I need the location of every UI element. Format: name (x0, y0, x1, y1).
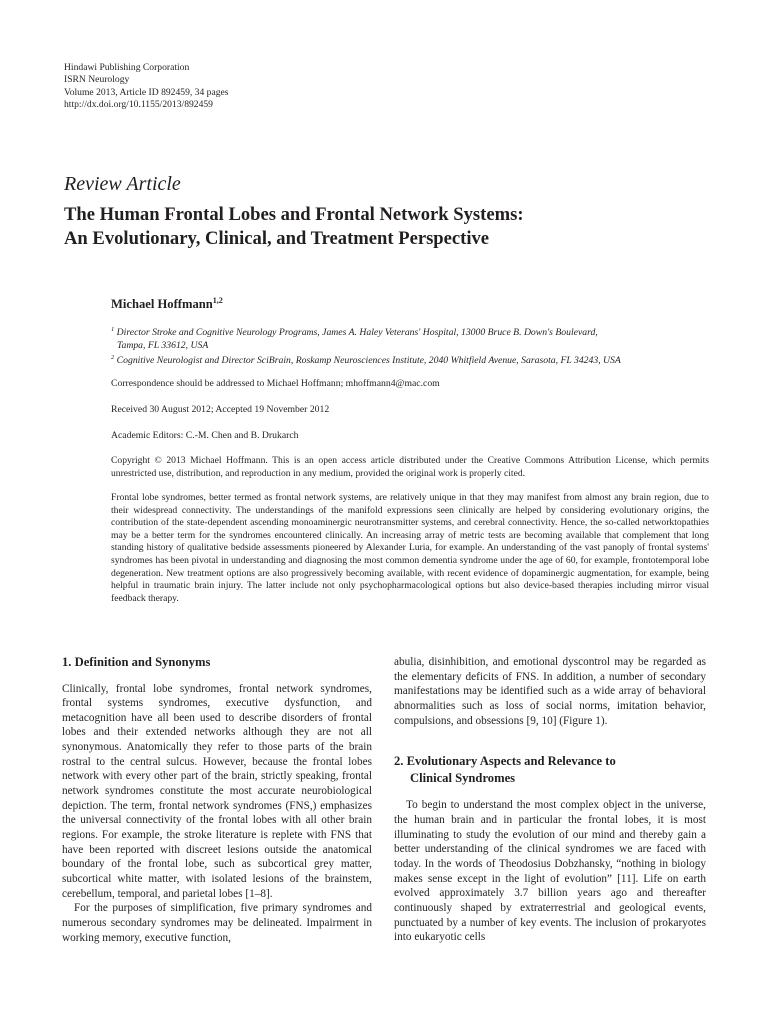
section-1-paragraph-1: Clinically, frontal lobe syndromes, frontal network syndromes, frontal systems syndromes, executive dysfunction, and metacognition have all been used to describe disorders of frontal lobes and their extended networks although they are not all synonymous. Anatomically they refer to those parts of the brain rostral to the central sulcus. However, because the frontal lobes network with every other part of the brain, strictly speaking, frontal network syndromes constitute the most accurate neurobiological depiction. The term, frontal network syndromes (FNS,) emphasizes the universal connectivity of the frontal lobes with all other brain regions. For example, the stroke literature is replete with FNS that have been reported with discreet lesions outside the anatomical boundary of the frontal lobe, such as subcortical grey matter, subcortical white matter, with isolated lesions of the brainstem, cerebellum, temporal, and parietal lobes [1–8]. (62, 682, 372, 900)
section-2-heading-line-1: 2. Evolutionary Aspects and Relevance to (394, 754, 616, 769)
title-line-2: An Evolutionary, Clinical, and Treatment Perspective (64, 228, 490, 249)
section-2-heading-line-2: Clinical Syndromes (410, 770, 516, 785)
affiliation-mark: 2 (111, 354, 115, 361)
affiliation-1 (111, 324, 721, 352)
left-column (62, 654, 372, 945)
publisher-name: Hindawi Publishing Corporation (64, 62, 190, 73)
section-1-paragraph-3: abulia, disinhibition, and emotional dyscontrol may be regarded as the elementary deficits of FNS. In addition, a number of secondary manifestations may be identified such as a wide array of behavioral abnormalities such as loss of social norms, imitation behavior, compulsions, and obsessions [9, 10] (Figure 1). (394, 656, 706, 727)
affiliation-text: Cognitive Neurologist and Director SciBrain, Roskamp Neurosciences Institute, 2040 Whitfield Avenue, Sarasota, FL 34243, USA (116, 355, 621, 367)
journal-header (64, 62, 229, 112)
section-1-heading: 1. Definition and Synonyms (62, 655, 211, 669)
section-1-paragraph-2: For the purposes of simplification, five primary syndromes and numerous secondary syndromes may be delineated. Impairment in working memory, executive function, (62, 902, 372, 944)
affiliation-2 (111, 352, 721, 368)
affiliation-text-cont: Tampa, FL 33612, USA (117, 339, 209, 351)
right-column (394, 655, 706, 945)
affiliation-text: Director Stroke and Cognitive Neurology Programs, James A. Haley Veterans' Hospital, 13000 Bruce B. Down's Boulevard, (116, 327, 598, 339)
section-2-paragraph-1: To begin to understand the most complex object in the universe, the human brain and in particular the frontal lobes, it is most illuminating to study the evolution of our mind and thereby gain a better understanding of the clinical syndromes we are faced with today. In the words of Theodosius Dobzhansky, “nothing in biology makes sense except in the light of evolution” [11]. Life on earth evolved approximately 3.7 billion years ago and thereafter continuously shaped by extraterrestrial and geological events, punctuated by a number of key events. The inclusion of prokaryotes into eukaryotic cells (394, 799, 706, 944)
author-affiliation-marks: 1,2 (212, 296, 223, 305)
correspondence: Correspondence should be addressed to Michael Hoffmann; mhoffmann4@mac.com (111, 378, 440, 389)
author-name: Michael Hoffmann (111, 297, 213, 312)
copyright-notice: Copyright © 2013 Michael Hoffmann. This is an open access article distributed under the Creative Commons Attribution License, which permits unrestricted use, distribution, and reproduction in any medium, provided the original work is properly cited. (111, 455, 709, 479)
abstract: Frontal lobe syndromes, better termed as frontal network systems, are relatively unique in that they may manifest from almost any brain region, due to their widespread connectivity. The understandings of the manifold expressions seen clinically are helped by considering evolutionary origins, the contribution of the state-dependent ascending monoaminergic neurotransmitter systems, and cerebral connectivity. Hence, the so-called networktopathies may be a better term for the syndromes encountered clinically. An increasing array of metric tests are becoming available that complement that long standing history of qualitative bedside assessments pioneered by Alexander Luria, for example. An understanding of the vast panoply of frontal systems' syndromes has been pivotal in understanding and diagnosing the most common dementia syndrome under the age of 60, for example, frontotemporal lobe degeneration. New treatment options are also progressively becoming available, with recent evidence of dopaminergic augmentation, for example, being helpful in traumatic brain injury. The latter include not only psychopharmacological options but also device-based therapies including mirror visual feedback therapy. (111, 492, 709, 604)
section-2-heading (394, 753, 706, 786)
doi-link[interactable]: http://dx.doi.org/10.1155/2013/892459 (64, 99, 213, 111)
volume-info: Volume 2013, Article ID 892459, 34 pages (64, 86, 229, 98)
received-dates: Received 30 August 2012; Accepted 19 November 2012 (111, 404, 330, 415)
affiliation-mark: 1 (111, 326, 115, 333)
title-line-1: The Human Frontal Lobes and Frontal Network Systems: (64, 204, 524, 225)
journal-name: ISRN Neurology (64, 74, 130, 86)
academic-editors: Academic Editors: C.-M. Chen and B. Drukarch (111, 430, 299, 441)
author (111, 296, 223, 312)
paper-title (64, 203, 714, 251)
article-type: Review Article (64, 173, 181, 195)
